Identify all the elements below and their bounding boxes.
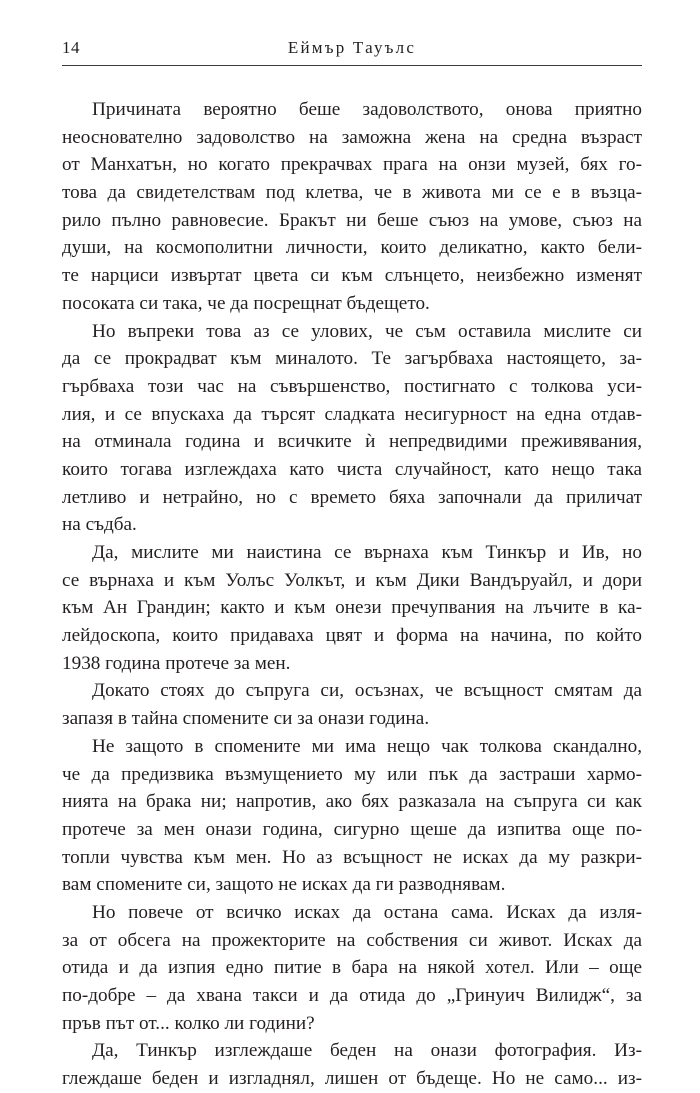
- text-line: Но повече от всичко исках да остана сама. Исках да изля-: [92, 901, 642, 923]
- text-line: Причината вероятно беше задоволството, онова приятно: [92, 99, 642, 120]
- text-line: летливо и нетрайно, но с времето бяха започнали да приличат: [62, 486, 642, 508]
- author-name: Еймър Тауълс: [287, 38, 417, 57]
- text-line: на съдба.: [62, 514, 137, 536]
- text-line: Но въпреки това аз се улових, че съм оставила мислите си: [92, 320, 642, 342]
- text-line: отида и да изпия едно питие в бара на някой хотел. Или – още: [62, 957, 642, 979]
- text-line: Да, мислите ми наистина се върнаха към Тинкър и Ив, но: [92, 542, 642, 563]
- text-line: те нарциси извъртат цвета си към слънцето, неизбежно изменят: [62, 265, 642, 287]
- text-line: топли чувства към мен. Но аз всъщност не исках да му разкри-: [62, 846, 642, 868]
- text-line: да се прокрадват към миналото. Те загърбваха настоящето, за-: [62, 348, 642, 370]
- text-line: души, на космополитни личности, които деликатно, както бели-: [62, 237, 642, 259]
- text-line: които тогава изглеждаха като чиста случайност, като нещо така: [62, 458, 642, 480]
- text-line: протече за мен онази година, сигурно щеше да изпитва още по-: [62, 818, 642, 840]
- body-text: [62, 96, 642, 1093]
- text-line: запазя в тайна спомените си за онази година.: [62, 708, 430, 730]
- text-line: се върнаха и към Уолъс Уолкът, и към Дики Вандъруайл, и дори: [62, 569, 642, 591]
- text-line: вам спомените си, защото не исках да ги разводнявам.: [62, 874, 506, 896]
- text-line: глеждаше беден и изгладнял, лишен от бъдеще. Но не само... из-: [62, 1068, 642, 1090]
- text-line: за от обсега на прожекторите на собствения си живот. Исках да: [62, 929, 642, 951]
- text-line: Докато стоях до съпруга си, осъзнах, че всъщност смятам да: [92, 680, 642, 702]
- running-head: [62, 38, 642, 60]
- text-line: Не защото в спомените ми има нещо чак толкова скандално,: [92, 735, 642, 757]
- text-line: нията на брака ни; напротив, ако бях разказала на съпруга си как: [62, 791, 642, 813]
- text-line: гърбваха този час на съвършенство, постигнато с толкова уси-: [62, 375, 642, 397]
- text-line: лейдоскопа, които придаваха цвят и форма на начина, по който: [62, 625, 642, 647]
- text-line: Да, Тинкър изглеждаше беден на онази фотография. Из-: [92, 1040, 642, 1062]
- text-line: към Ан Грандин; както и към онези пречупвания на лъчите в ка-: [62, 597, 642, 619]
- text-line: по-добре – да хвана такси и да отида до „Гринуич Вилидж“, за: [62, 985, 642, 1006]
- text-line: посоката си така, че да посрещнат бъдещето.: [62, 292, 430, 314]
- page-number: 14: [62, 38, 80, 57]
- text-line: че да предизвика възмущението му или пък да застраши хармо-: [62, 763, 642, 785]
- text-line: пръв път от... колко ли години?: [62, 1012, 315, 1034]
- text-line: рило пълно равновесие. Бракът ни беше съюз на умове, съюз на: [62, 209, 642, 231]
- text-line: от Манхатън, но когато прекрачвах прага на онзи музей, бях го-: [62, 154, 642, 176]
- header-divider: [62, 65, 642, 66]
- text-line: неоснователно задоволство на заможна жена на средна възраст: [62, 126, 642, 148]
- text-line: на отминала година и всичките ѝ непредвидими преживявания,: [62, 431, 642, 453]
- text-line: 1938 година протече за мен.: [62, 652, 291, 674]
- text-line: лия, и се впускаха да търсят сладката несигурност на една отдав-: [62, 403, 642, 425]
- text-line: това да свидетелствам под клетва, че в живота ми се е в възца-: [62, 182, 642, 204]
